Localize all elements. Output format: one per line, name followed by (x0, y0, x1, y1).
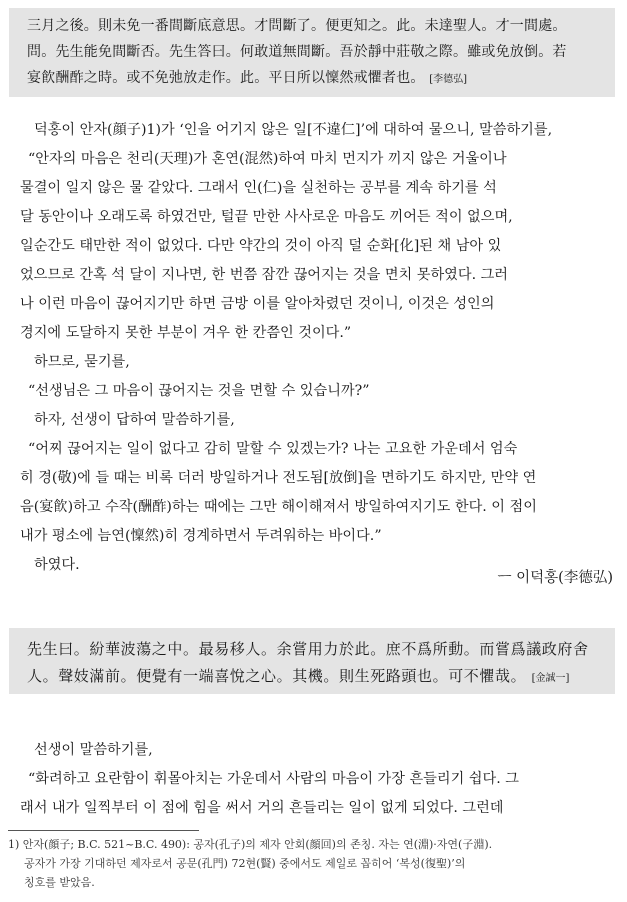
quote-line: 경지에 도달하지 못한 부분이 겨우 한 칸쯤인 것이다.” (20, 325, 352, 341)
footnote-line: 칭호를 받았음. (24, 876, 95, 889)
quote-line: 물결이 일지 않은 물 같았다. 그래서 인(仁)을 실천하는 공부를 계속 하기를 석 (20, 180, 497, 196)
quote-line: 달 동안이나 오래도록 하였건만, 털끝 만한 사사로운 마음도 끼어든 적이 없으며, (20, 209, 513, 225)
author-attribution: ㅡ 이덕홍(李德弘) (497, 570, 613, 586)
footnote-line: 1) 안자(顔子; B.C. 521~B.C. 490): 공자(孔子)의 제자 안회(顔回)의 존칭. 자는 연(淵)·자연(子淵). (8, 838, 493, 851)
closing-line: 하였다. (34, 557, 80, 573)
footnote (8, 835, 613, 892)
quote-line: 래서 내가 일찍부터 이 점에 힘을 써서 거의 흔들리는 일이 없게 되었다. 그런데 (20, 800, 504, 816)
answer-block (20, 435, 612, 551)
classical-line (27, 65, 601, 93)
answer-line: 히 경(敬)에 들 때는 비록 더러 방일하거나 전도됨[放倒]을 면하기도 하지만, 만약 연 (20, 470, 537, 486)
source-attribution: [李德弘] (429, 74, 468, 85)
classical-line: 問。先生能免間斷否。先生答曰。何敢道無間斷。吾於靜中莊敬之際。雖或免放倒。若 (27, 44, 567, 60)
quote-line: “안자의 마음은 천리(天理)가 혼연(混然)하여 마치 먼지가 끼지 않은 거울이나 (28, 151, 507, 167)
question-line: “선생님은 그 마음이 끊어지는 것을 면할 수 있습니까?” (28, 383, 370, 399)
classical-text-box-2 (9, 628, 615, 694)
classical-line-text: 人。聲妓滿前。便覺有一端喜悅之心。其機。則生死路頭也。可不懼哉。 (27, 667, 527, 685)
paragraph-intro: 선생이 말씀하기를, (34, 742, 153, 758)
quote-line: 일순간도 태만한 적이 없었다. 다만 약간의 것이 아직 덜 순화[化]된 채 남아 있 (20, 238, 502, 254)
paragraph-intro: 덕홍이 안자(顔子)1)가 ‘인을 어기지 않은 일[不違仁]’에 대하여 물으니, 말씀하기를, (34, 122, 553, 138)
classical-line: 先生曰。紛華波蕩之中。最易移人。余嘗用力於此。庶不爲所動。而嘗爲議政府舍 (27, 640, 589, 658)
classical-line: 三月之後。則未免一番間斷底意思。才問斷了。便更知之。此。未達聖人。才一間處。 (27, 18, 567, 34)
answer-intro: 하자, 선생이 답하여 말씀하기를, (34, 412, 235, 428)
answer-line: 음(宴飮)하고 수작(酬酢)하는 때에는 그만 해이해져서 방일하여지기도 한다. 이 점이 (20, 499, 537, 515)
footnote-line: 공자가 가장 기대하던 제자로서 공문(孔門) 72현(賢) 중에서도 제일로 꼽히어 ‘복성(復聖)’의 (24, 857, 466, 870)
answer-line: “어찌 끊어지는 일이 없다고 감히 말할 수 있겠는가? 나는 고요한 가운데서 엄숙 (28, 441, 518, 457)
quote-block (20, 145, 612, 348)
quote-line: “화려하고 요란함이 휘몰아치는 가운데서 사람의 마음이 가장 흔들리기 쉽다. 그 (28, 771, 519, 787)
classical-line (27, 663, 601, 692)
classical-line-text: 宴飮酬酢之時。或不免弛放走作。此。平日所以懍然戒懼者也。 (27, 70, 425, 86)
translation-section-1 (20, 116, 612, 580)
classical-text-box-1 (9, 8, 615, 97)
answer-line: 내가 평소에 늠연(懍然)히 경계하면서 두려워하는 바이다.” (20, 528, 382, 544)
quote-line: 었으므로 간혹 석 달이 지나면, 한 번쯤 잠깐 끊어지는 것을 면치 못하였다. 그러 (20, 267, 508, 283)
footnote-divider (8, 830, 199, 831)
translation-section-2 (20, 736, 612, 823)
question-intro: 하므로, 묻기를, (34, 354, 130, 370)
source-attribution: [金誠一] (531, 673, 570, 684)
quote-line: 나 이런 마음이 끊어지기만 하면 금방 이를 알아차렸던 것이니, 이것은 성인의 (20, 296, 495, 312)
